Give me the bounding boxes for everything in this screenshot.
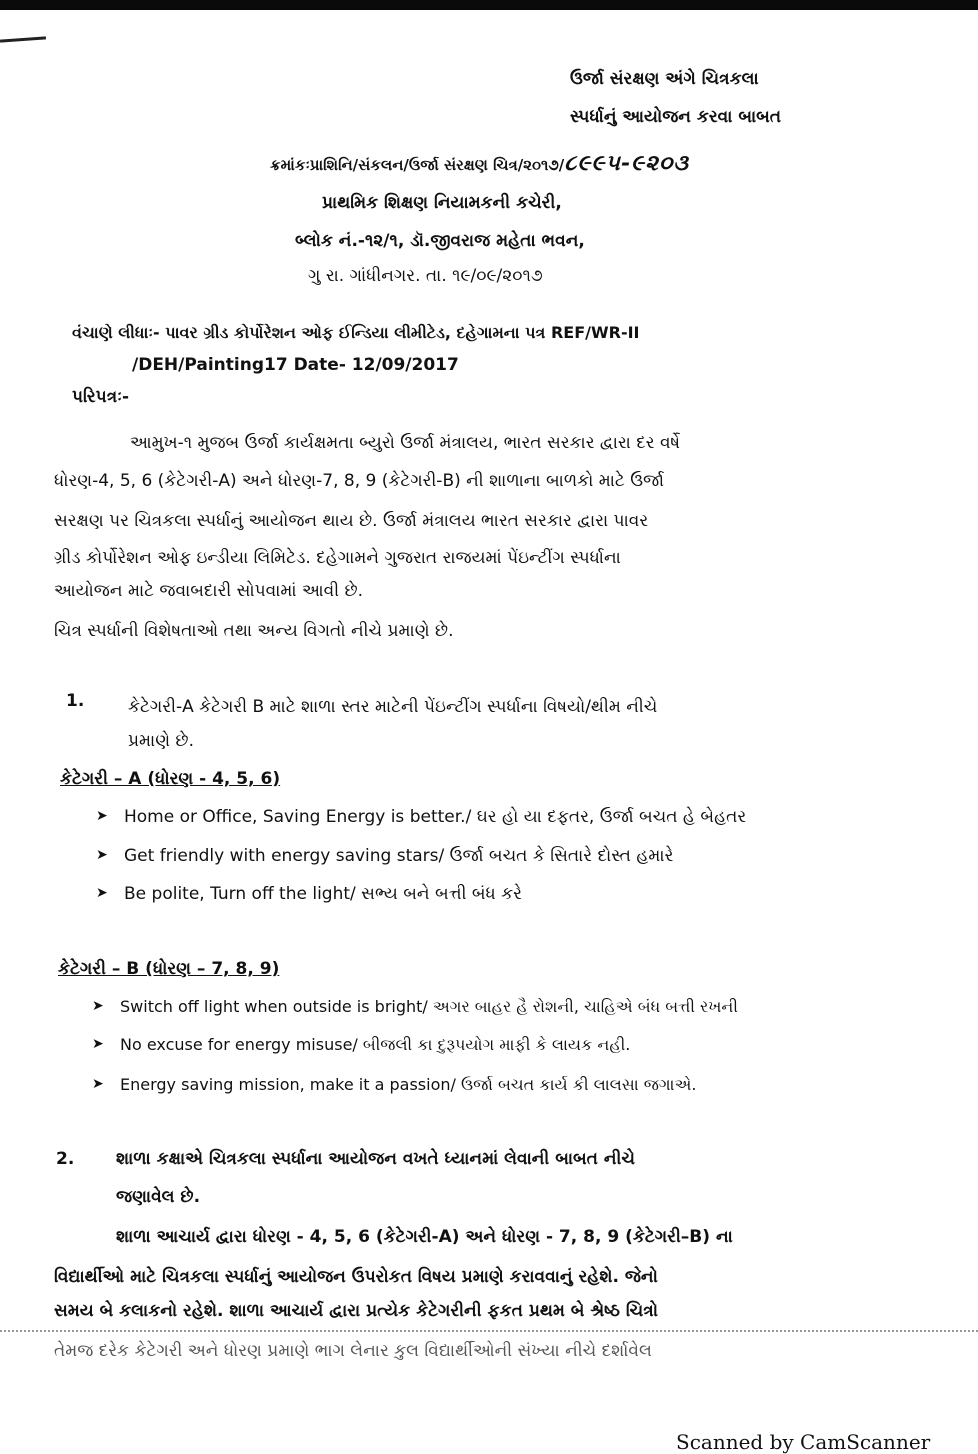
- paragraph-1-line-3: સરક્ષણ પર ચિત્રકલા સ્પર્ધાનું આયોજન થાય છે. ઉર્જા મંત્રાલય ભારત સરકાર દ્વારા પાવર: [54, 511, 649, 531]
- category-a-item-3: Be polite, Turn off the light/ સભ્ય બને બત્તી બંધ કરે: [124, 884, 522, 904]
- section-2-number: 2.: [56, 1149, 75, 1169]
- reference-line-2: /DEH/Painting17 Date- 12/09/2017: [132, 355, 459, 375]
- section-2-line-2: જણાવેલ છે.: [116, 1187, 201, 1207]
- office-block: બ્લોક નં.-૧૨/૧, ડૉ.જીવરાજ મહેતા ભવન,: [295, 231, 585, 251]
- category-a-item-2: Get friendly with energy saving stars/ ઉર્જા બચત કે સિતારે દોસ્ત હમારે: [124, 846, 674, 866]
- subject-line-1: ઉર્જા સંરક્ષણ અંગે ચિત્રકલા: [570, 69, 759, 89]
- paragraph-1-line-5: આયોજન માટે જવાબદારી સોપવામાં આવી છે.: [54, 581, 364, 601]
- pen-mark: [0, 36, 46, 42]
- reference-line-1: વંચાણે લીધાઃ- પાવર ગ્રીડ કોર્પોરેશન ઓફ ઈન્ડિયા લીમીટેડ, દહેગામના પત્ર REF/WR-II: [72, 323, 640, 342]
- bullet-arrow-icon: ➤: [92, 998, 104, 1014]
- category-b-item-2: No excuse for energy misuse/ બીજલી કા દુરૂપયોગ માફી કે લાયક નહી.: [120, 1035, 631, 1054]
- subject-line-2: સ્પર્ધાનું આયોજન કરવા બાબત: [570, 107, 782, 127]
- office-name: પ્રાથમિક શિક્ષણ નિયામકની કચેરી,: [322, 193, 562, 213]
- bullet-arrow-icon: ➤: [96, 885, 108, 901]
- section-1-line-2: પ્રમાણે છે.: [128, 731, 194, 751]
- circular-label: પરિપત્રઃ-: [72, 387, 130, 407]
- section-2-para-line-4: તેમજ દરેક કેટેગરી અને ધોરણ પ્રમાણે ભાગ લેનાર કુલ વિદ્યાર્થીઓની સંખ્યા નીચે દર્શાવેલ: [54, 1341, 652, 1361]
- section-2-para-line-1: શાળા આચાર્ય દ્વારા ધોરણ - 4, 5, 6 (કેટેગરી-A) અને ધોરણ - 7, 8, 9 (કેટેગરી–B) ના: [116, 1227, 733, 1247]
- section-1-number: 1.: [66, 691, 85, 711]
- scan-top-border: [0, 0, 978, 10]
- office-city-date: ગુ રા. ગાંધીનગર. તા. ૧૯/૦૯/૨૦૧૭: [308, 266, 543, 286]
- section-1-line-1: કેટેગરી-A કેટેગરી B માટે શાળા સ્તર માટેની પેંઇન્ટીંગ સ્પર્ધાના વિષયો/થીમ નીચે: [128, 697, 658, 717]
- paragraph-2: ચિત્ર સ્પર્ધાની વિશેષતાઓ તથા અન્ય વિગતો નીચે પ્રમાણે છે.: [54, 621, 454, 641]
- section-2-line-1: શાળા કક્ષાએ ચિત્રકલા સ્પર્ધાના આયોજન વખતે ધ્યાનમાં લેવાની બાબત નીચે: [116, 1149, 635, 1169]
- paragraph-1-line-1: આમુખ-૧ મુજબ ઉર્જા કાર્યક્ષમતા બ્યુરો ઉર્જા મંત્રાલય, ભારત સરકાર દ્વારા દર વર્ષે: [130, 433, 681, 453]
- bullet-arrow-icon: ➤: [92, 1036, 104, 1052]
- category-b-heading: કેટેગરી – B (ધોરણ – 7, 8, 9): [58, 959, 280, 979]
- category-b-item-1: Switch off light when outside is bright/ અગર બાહર હૈ રોશની, ચાહિએ બંધ બત્તી રખની: [120, 997, 738, 1016]
- reference-number: ક્રમાંકઃપ્રાશિનિ/સંકલન/ઉર્જા સંરક્ષણ ચિત્ર/૨૦૧૭/૮૯૯૫-૯૨૦૩: [270, 150, 689, 176]
- bullet-arrow-icon: ➤: [96, 808, 108, 824]
- bullet-arrow-icon: ➤: [96, 847, 108, 863]
- category-a-item-1: Home or Office, Saving Energy is better./ ઘર હો યા દફતર, ઉર્જા બચત હે બેહતર: [124, 807, 747, 827]
- bullet-arrow-icon: ➤: [92, 1076, 104, 1092]
- category-a-heading: કેટેગરી – A (ધોરણ - 4, 5, 6): [60, 769, 281, 789]
- handwritten-number: ૮૯૯૫-૯૨૦૩: [564, 150, 689, 176]
- scanner-watermark: Scanned by CamScanner: [676, 1430, 931, 1454]
- category-b-item-3: Energy saving mission, make it a passion/ ઉર્જા બચત કાર્ય કી લાલસા જગાએ.: [120, 1075, 697, 1094]
- paragraph-1-line-2: ધોરણ-4, 5, 6 (કેટેગરી-A) અને ધોરણ-7, 8, 9 (કેટેગરી-B) ની શાળાના બાળકો માટે ઉર્જા: [54, 471, 665, 491]
- scan-fold-line: [0, 1330, 978, 1332]
- section-2-para-line-3: સમય બે કલાકનો રહેશે. શાળા આચાર્ય દ્વારા પ્રત્યેક કેટેગરીની ફકત પ્રથમ બે શ્રેષ્ઠ ચિત્રો: [54, 1301, 658, 1321]
- paragraph-1-line-4: ગ્રીડ કોર્પોરેશન ઓફ ઇન્ડીયા લિમિટેડ. દહેગામને ગુજરાત રાજયમાં પેંઇન્ટીંગ સ્પર્ધાના: [54, 548, 621, 568]
- section-2-para-line-2: વિદ્યાર્થીઓ માટે ચિત્રકલા સ્પર્ધાનું આયોજન ઉપરોકત વિષય પ્રમાણે કરાવવાનું રહેશે. જેનો: [54, 1267, 658, 1287]
